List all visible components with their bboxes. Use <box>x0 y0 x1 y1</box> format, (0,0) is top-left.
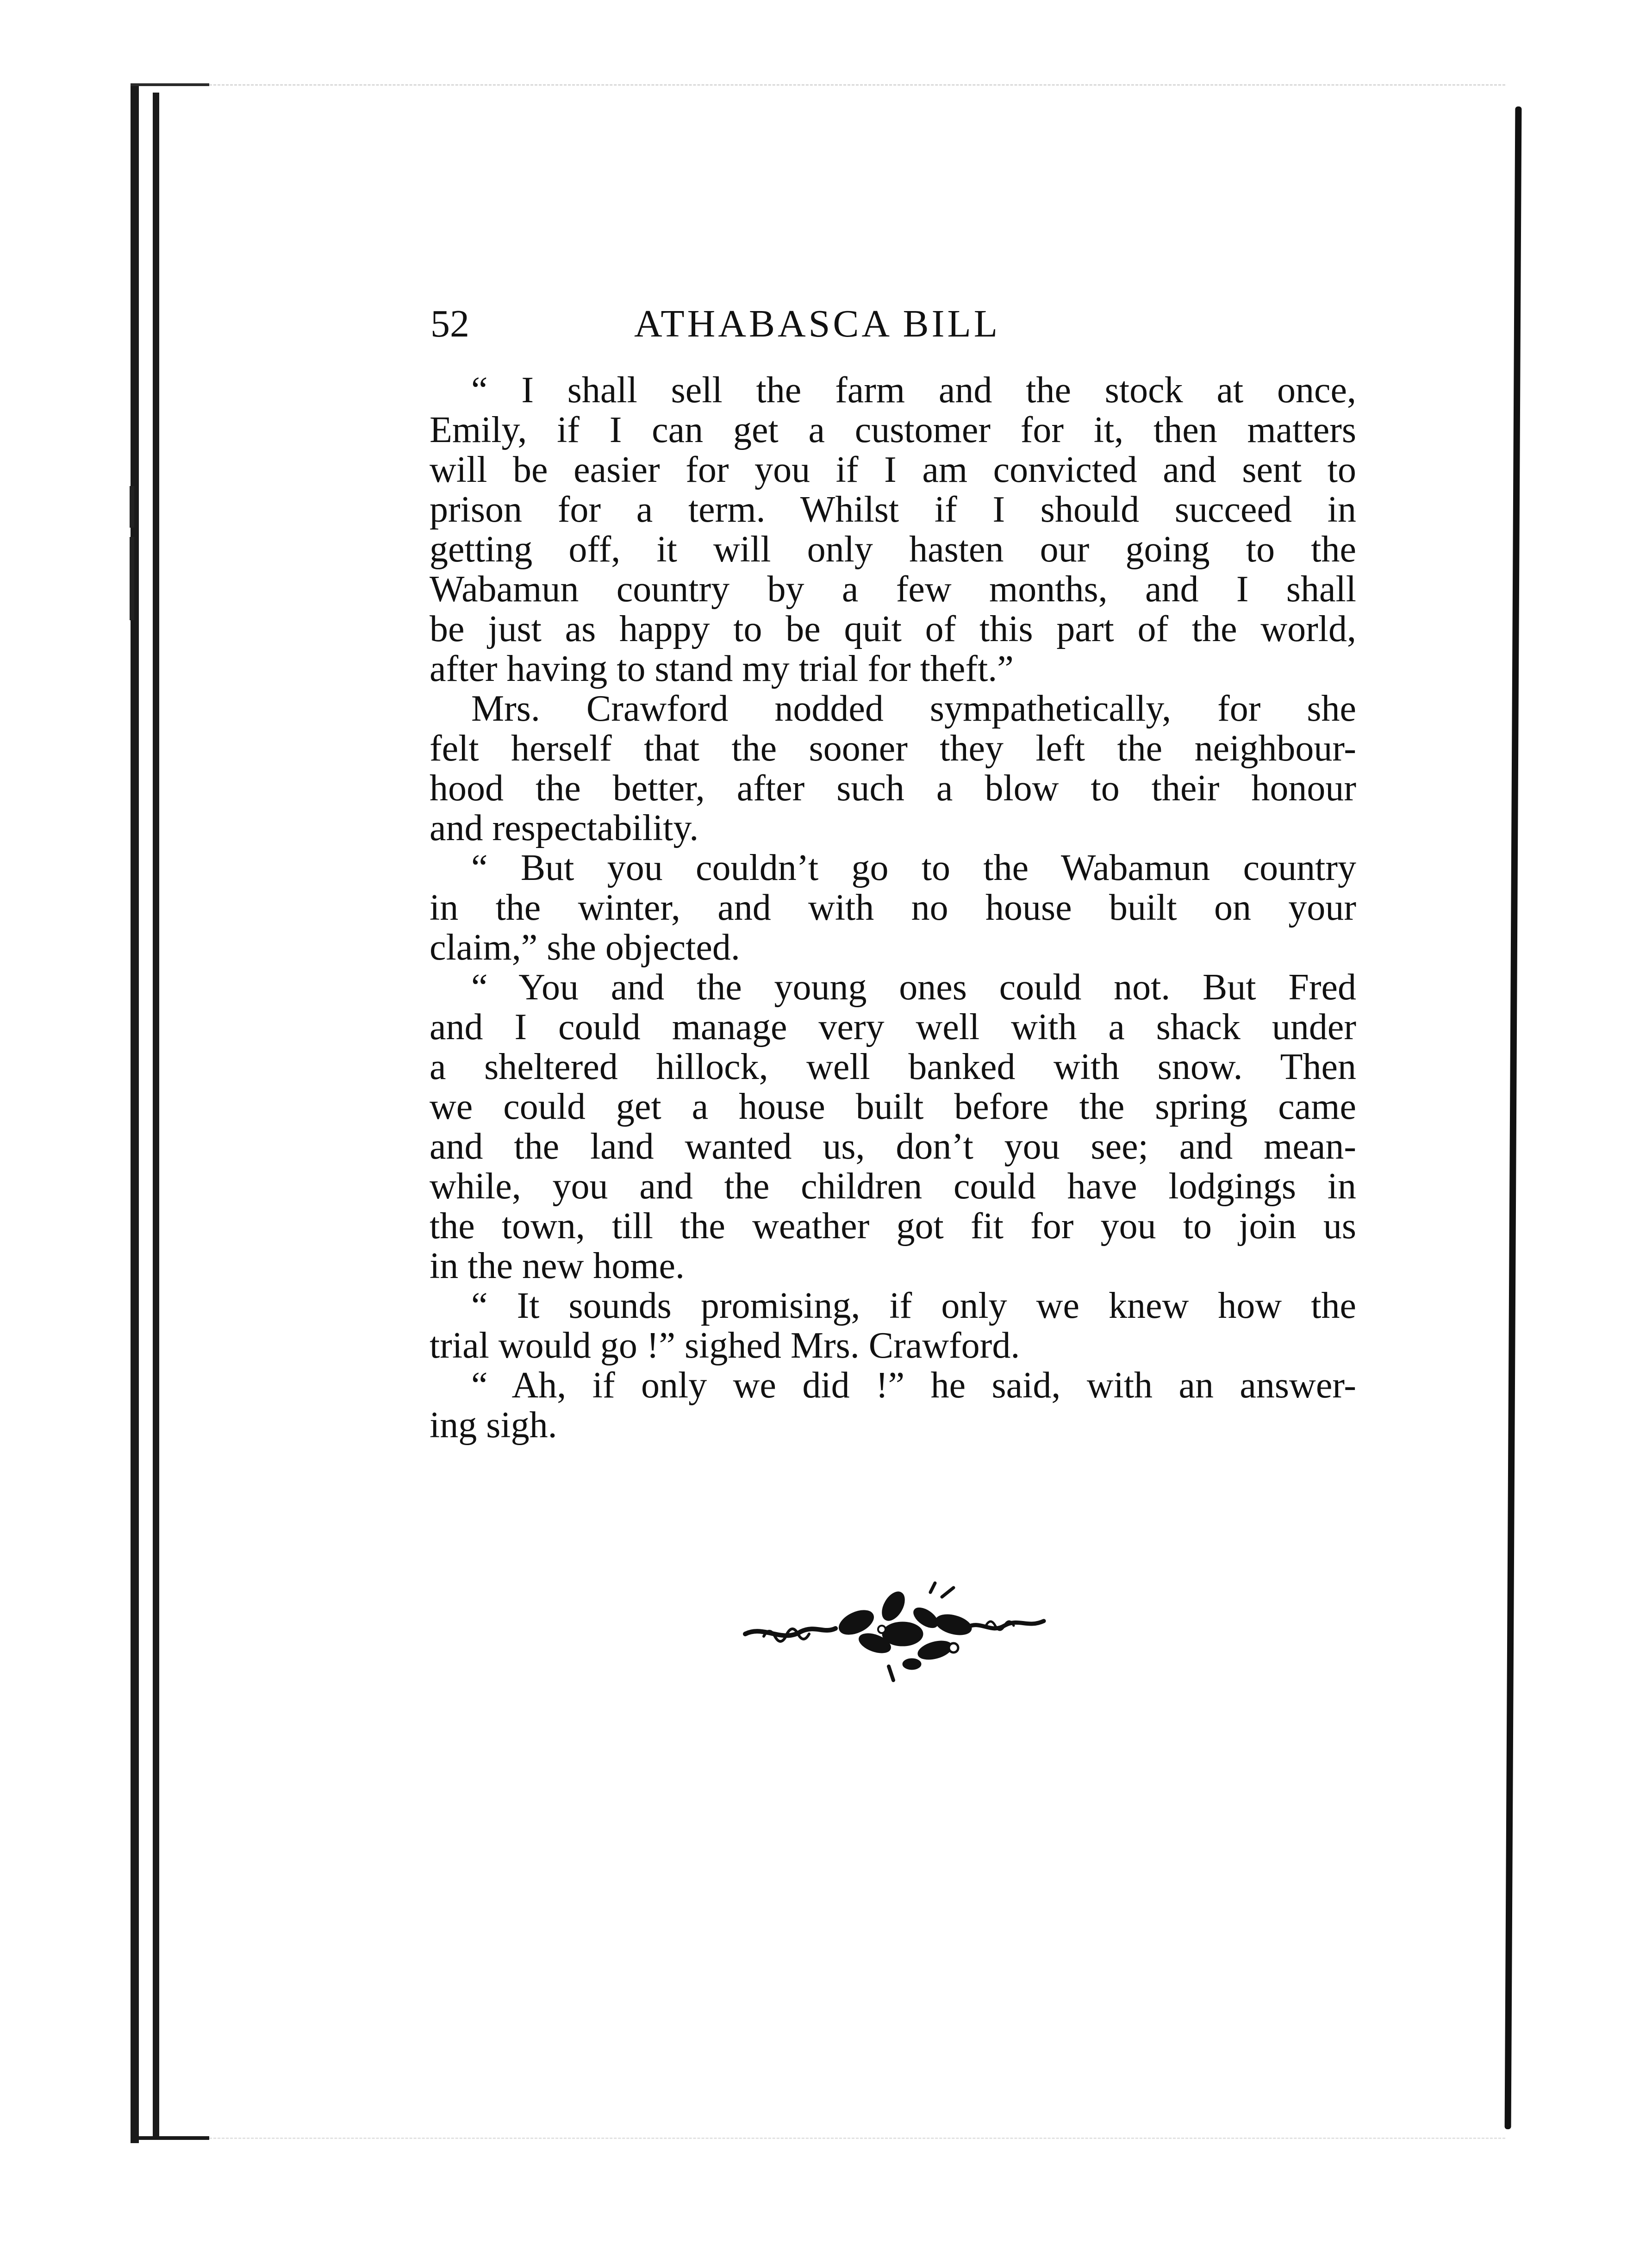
text-line: “ You and the young ones could not. But Fred <box>471 967 1356 1008</box>
text-line: Wabamun country by a few months, and I shall <box>430 569 1356 610</box>
binding-edge-top <box>131 83 209 86</box>
text-line: we could get a house built before the spring came <box>430 1086 1356 1127</box>
floral-tailpiece-icon <box>736 1574 1051 1685</box>
scan-border-bottom <box>209 2138 1505 2139</box>
scan-border-top <box>209 84 1505 86</box>
text-line: claim,” she objected. <box>430 927 740 968</box>
text-line: be just as happy to be quit of this part of the world, <box>430 609 1356 649</box>
binding-tick <box>130 486 134 528</box>
text-line: will be easier for you if I am convicted and sent to <box>430 449 1356 490</box>
text-line: “ But you couldn’t go to the Wabamun country <box>471 848 1356 888</box>
text-line: prison for a term. Whilst if I should succeed in <box>430 489 1356 530</box>
text-line: while, you and the children could have lodgings in <box>430 1166 1356 1207</box>
binding-edge-bottom <box>131 2136 209 2140</box>
text-line: hood the better, after such a blow to their honour <box>430 768 1356 809</box>
body-text <box>430 370 1356 1445</box>
text-line: Mrs. Crawford nodded sympathetically, for she <box>471 688 1356 729</box>
text-line: ing sigh. <box>430 1405 557 1446</box>
running-title: ATHABASCA BILL <box>634 302 1001 345</box>
text-line: a sheltered hillock, well banked with snow. Then <box>430 1047 1356 1087</box>
text-line: and I could manage very well with a shack under <box>430 1007 1356 1047</box>
text-line: and the land wanted us, don’t you see; and mean- <box>430 1126 1356 1167</box>
binding-edge-left-inner <box>153 93 159 2139</box>
binding-edge-left <box>131 83 139 2143</box>
text-line: “ I shall sell the farm and the stock at once, <box>471 370 1356 411</box>
text-line: getting off, it will only hasten our going to the <box>430 529 1356 570</box>
text-line: after having to stand my trial for theft.” <box>430 648 1014 689</box>
binding-tick <box>130 579 134 620</box>
text-line: “ It sounds promising, if only we knew how the <box>471 1285 1356 1326</box>
text-line: Emily, if I can get a customer for it, then matters <box>430 410 1356 450</box>
text-line: the town, till the weather got fit for you to join us <box>430 1206 1356 1247</box>
running-header <box>430 296 1106 352</box>
page-edge-right <box>1505 106 1522 2129</box>
text-line: in the new home. <box>430 1246 685 1286</box>
text-line: felt herself that the sooner they left the neighbour- <box>430 728 1356 769</box>
text-line: “ Ah, if only we did !” he said, with an answer- <box>471 1365 1356 1406</box>
text-line: and respectability. <box>430 808 699 848</box>
text-line: in the winter, and with no house built on your <box>430 887 1356 928</box>
page-number: 52 <box>430 302 469 345</box>
text-line: trial would go !” sighed Mrs. Crawford. <box>430 1325 1020 1366</box>
